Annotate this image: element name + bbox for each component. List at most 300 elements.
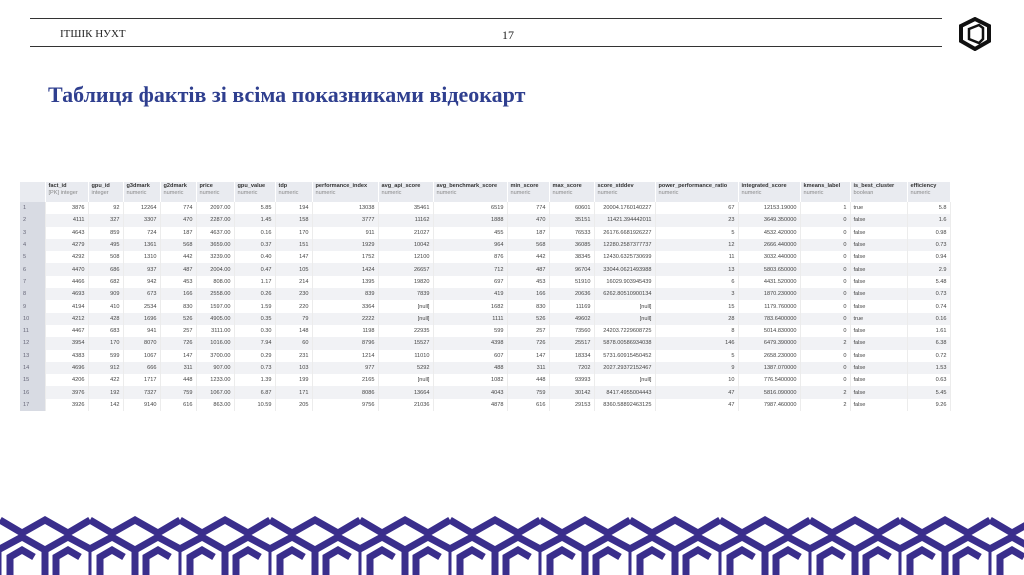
cell-tdp[interactable]: 151	[275, 239, 312, 251]
cell-g3dmark[interactable]: 1067	[123, 350, 160, 362]
cell-score-stddev[interactable]: 33044.0621493988	[594, 263, 655, 275]
cell-avg-api-score[interactable]: 15527	[378, 337, 433, 349]
column-header-avg-benchmark-score[interactable]	[433, 182, 507, 202]
column-header-gpu-value[interactable]	[234, 182, 275, 202]
cell-performance-index[interactable]: 3364	[312, 300, 378, 312]
cell-power-performance-ratio[interactable]: 11	[655, 251, 738, 263]
cell-avg-api-score[interactable]: 22935	[378, 325, 433, 337]
cell-avg-benchmark-score[interactable]: 4043	[433, 386, 507, 398]
cell-kmeans-label[interactable]: 0	[800, 374, 850, 386]
row-number[interactable]: 9	[20, 300, 45, 312]
cell-score-stddev[interactable]: 5731.60915450452	[594, 350, 655, 362]
cell-gpu-id[interactable]: 508	[88, 251, 123, 263]
cell-performance-index[interactable]: 1929	[312, 239, 378, 251]
cell-tdp[interactable]: 220	[275, 300, 312, 312]
cell-kmeans-label[interactable]: 0	[800, 263, 850, 275]
cell-gpu-value[interactable]: 5.85	[234, 202, 275, 214]
cell-is-best-cluster[interactable]: false	[850, 263, 907, 275]
cell-kmeans-label[interactable]: 0	[800, 325, 850, 337]
row-number[interactable]: 1	[20, 202, 45, 214]
cell-gpu-value[interactable]: 1.59	[234, 300, 275, 312]
cell-is-best-cluster[interactable]: true	[850, 202, 907, 214]
column-header-fact-id[interactable]	[45, 182, 88, 202]
cell-performance-index[interactable]: 8796	[312, 337, 378, 349]
cell-avg-api-score[interactable]: 7839	[378, 288, 433, 300]
cell-max-score[interactable]: 30142	[549, 386, 594, 398]
cell-max-score[interactable]: 36085	[549, 239, 594, 251]
cell-avg-api-score[interactable]: [null]	[378, 300, 433, 312]
cell-power-performance-ratio[interactable]: 47	[655, 386, 738, 398]
cell-max-score[interactable]: 96704	[549, 263, 594, 275]
cell-max-score[interactable]: 60601	[549, 202, 594, 214]
cell-performance-index[interactable]: 1424	[312, 263, 378, 275]
cell-min-score[interactable]: 147	[507, 350, 549, 362]
cell-g2dmark[interactable]: 442	[160, 251, 196, 263]
row-number[interactable]: 2	[20, 214, 45, 226]
cell-avg-api-score[interactable]: 19820	[378, 276, 433, 288]
table-row[interactable]	[20, 263, 950, 275]
row-number[interactable]: 7	[20, 276, 45, 288]
cell-performance-index[interactable]: 3777	[312, 214, 378, 226]
cell-kmeans-label[interactable]: 2	[800, 399, 850, 411]
cell-g2dmark[interactable]: 147	[160, 350, 196, 362]
cell-gpu-value[interactable]: 1.45	[234, 214, 275, 226]
cell-gpu-id[interactable]: 686	[88, 263, 123, 275]
table-row[interactable]	[20, 374, 950, 386]
cell-g2dmark[interactable]: 568	[160, 239, 196, 251]
cell-max-score[interactable]: 35151	[549, 214, 594, 226]
cell-price[interactable]: 3111.00	[196, 325, 234, 337]
cell-avg-benchmark-score[interactable]: 964	[433, 239, 507, 251]
cell-g2dmark[interactable]: 257	[160, 325, 196, 337]
cell-max-score[interactable]: 93993	[549, 374, 594, 386]
cell-avg-api-score[interactable]: [null]	[378, 374, 433, 386]
cell-score-stddev[interactable]: 16029.903945439	[594, 276, 655, 288]
cell-score-stddev[interactable]: 12280.2587377737	[594, 239, 655, 251]
cell-score-stddev[interactable]: [null]	[594, 300, 655, 312]
cell-power-performance-ratio[interactable]: 146	[655, 337, 738, 349]
cell-performance-index[interactable]: 1752	[312, 251, 378, 263]
row-number[interactable]: 12	[20, 337, 45, 349]
column-header-max-score[interactable]	[549, 182, 594, 202]
cell-integrated-score[interactable]: 4431.520000	[738, 276, 800, 288]
cell-gpu-id[interactable]: 170	[88, 337, 123, 349]
cell-score-stddev[interactable]: 6262.80510900134	[594, 288, 655, 300]
table-row[interactable]	[20, 227, 950, 239]
cell-avg-benchmark-score[interactable]: 419	[433, 288, 507, 300]
cell-integrated-score[interactable]: 4532.420000	[738, 227, 800, 239]
cell-price[interactable]: 863.00	[196, 399, 234, 411]
cell-min-score[interactable]: 166	[507, 288, 549, 300]
cell-kmeans-label[interactable]: 0	[800, 227, 850, 239]
cell-integrated-score[interactable]: 6479.390000	[738, 337, 800, 349]
cell-performance-index[interactable]: 1214	[312, 350, 378, 362]
cell-score-stddev[interactable]: 20004.1760140227	[594, 202, 655, 214]
cell-g2dmark[interactable]: 453	[160, 276, 196, 288]
cell-g3dmark[interactable]: 8070	[123, 337, 160, 349]
cell-fact-id[interactable]: 4292	[45, 251, 88, 263]
cell-power-performance-ratio[interactable]: 8	[655, 325, 738, 337]
cell-tdp[interactable]: 199	[275, 374, 312, 386]
cell-efficiency[interactable]: 5.8	[907, 202, 950, 214]
cell-efficiency[interactable]: 0.72	[907, 350, 950, 362]
cell-kmeans-label[interactable]: 0	[800, 288, 850, 300]
cell-avg-api-score[interactable]: 11010	[378, 350, 433, 362]
cell-fact-id[interactable]: 4467	[45, 325, 88, 337]
table-row[interactable]	[20, 239, 950, 251]
cell-gpu-value[interactable]: 1.39	[234, 374, 275, 386]
cell-fact-id[interactable]: 3926	[45, 399, 88, 411]
cell-g3dmark[interactable]: 941	[123, 325, 160, 337]
cell-kmeans-label[interactable]: 2	[800, 337, 850, 349]
cell-integrated-score[interactable]: 5014.830000	[738, 325, 800, 337]
table-row[interactable]	[20, 362, 950, 374]
table-row[interactable]	[20, 276, 950, 288]
cell-g3dmark[interactable]: 9140	[123, 399, 160, 411]
cell-min-score[interactable]: 311	[507, 362, 549, 374]
cell-integrated-score[interactable]: 1179.760000	[738, 300, 800, 312]
cell-performance-index[interactable]: 839	[312, 288, 378, 300]
cell-tdp[interactable]: 103	[275, 362, 312, 374]
cell-gpu-id[interactable]: 142	[88, 399, 123, 411]
cell-score-stddev[interactable]: 26176.6681926227	[594, 227, 655, 239]
cell-integrated-score[interactable]: 1870.230000	[738, 288, 800, 300]
cell-performance-index[interactable]: 2165	[312, 374, 378, 386]
cell-price[interactable]: 2558.00	[196, 288, 234, 300]
cell-is-best-cluster[interactable]: false	[850, 300, 907, 312]
cell-fact-id[interactable]: 3976	[45, 386, 88, 398]
cell-kmeans-label[interactable]: 0	[800, 350, 850, 362]
column-header-g2dmark[interactable]	[160, 182, 196, 202]
cell-integrated-score[interactable]: 2658.230000	[738, 350, 800, 362]
cell-is-best-cluster[interactable]: false	[850, 374, 907, 386]
column-header-integrated-score[interactable]	[738, 182, 800, 202]
cell-avg-api-score[interactable]: 11162	[378, 214, 433, 226]
column-header-g3dmark[interactable]	[123, 182, 160, 202]
cell-max-score[interactable]: 51910	[549, 276, 594, 288]
cell-is-best-cluster[interactable]: false	[850, 288, 907, 300]
cell-performance-index[interactable]: 911	[312, 227, 378, 239]
cell-efficiency[interactable]: 0.74	[907, 300, 950, 312]
cell-performance-index[interactable]: 13038	[312, 202, 378, 214]
row-number[interactable]: 6	[20, 263, 45, 275]
cell-performance-index[interactable]: 1198	[312, 325, 378, 337]
cell-kmeans-label[interactable]: 0	[800, 276, 850, 288]
cell-min-score[interactable]: 453	[507, 276, 549, 288]
cell-gpu-id[interactable]: 859	[88, 227, 123, 239]
column-header-avg-api-score[interactable]	[378, 182, 433, 202]
cell-tdp[interactable]: 147	[275, 251, 312, 263]
cell-tdp[interactable]: 194	[275, 202, 312, 214]
cell-avg-benchmark-score[interactable]: 488	[433, 362, 507, 374]
cell-gpu-id[interactable]: 92	[88, 202, 123, 214]
row-number[interactable]: 8	[20, 288, 45, 300]
cell-g3dmark[interactable]: 724	[123, 227, 160, 239]
cell-score-stddev[interactable]: 5878.00586934038	[594, 337, 655, 349]
cell-integrated-score[interactable]: 12153.19000	[738, 202, 800, 214]
cell-kmeans-label[interactable]: 0	[800, 239, 850, 251]
cell-score-stddev[interactable]: [null]	[594, 313, 655, 325]
cell-g3dmark[interactable]: 3307	[123, 214, 160, 226]
cell-gpu-id[interactable]: 683	[88, 325, 123, 337]
cell-kmeans-label[interactable]: 2	[800, 386, 850, 398]
cell-min-score[interactable]: 568	[507, 239, 549, 251]
cell-avg-benchmark-score[interactable]: 712	[433, 263, 507, 275]
cell-power-performance-ratio[interactable]: 6	[655, 276, 738, 288]
cell-performance-index[interactable]: 2222	[312, 313, 378, 325]
cell-min-score[interactable]: 442	[507, 251, 549, 263]
cell-gpu-id[interactable]: 327	[88, 214, 123, 226]
cell-fact-id[interactable]: 4466	[45, 276, 88, 288]
cell-avg-api-score[interactable]: 13664	[378, 386, 433, 398]
cell-efficiency[interactable]: 1.61	[907, 325, 950, 337]
cell-gpu-id[interactable]: 495	[88, 239, 123, 251]
cell-tdp[interactable]: 231	[275, 350, 312, 362]
cell-avg-benchmark-score[interactable]: 607	[433, 350, 507, 362]
cell-gpu-value[interactable]: 0.35	[234, 313, 275, 325]
cell-kmeans-label[interactable]: 0	[800, 362, 850, 374]
cell-g3dmark[interactable]: 1361	[123, 239, 160, 251]
cell-avg-benchmark-score[interactable]: 6519	[433, 202, 507, 214]
cell-g3dmark[interactable]: 1310	[123, 251, 160, 263]
cell-score-stddev[interactable]: 2027.29372152467	[594, 362, 655, 374]
table-row[interactable]	[20, 337, 950, 349]
column-header-price[interactable]	[196, 182, 234, 202]
cell-gpu-id[interactable]: 909	[88, 288, 123, 300]
cell-max-score[interactable]: 7202	[549, 362, 594, 374]
cell-power-performance-ratio[interactable]: 28	[655, 313, 738, 325]
cell-fact-id[interactable]: 4206	[45, 374, 88, 386]
cell-is-best-cluster[interactable]: false	[850, 399, 907, 411]
cell-g2dmark[interactable]: 448	[160, 374, 196, 386]
cell-score-stddev[interactable]: 11421.394442011	[594, 214, 655, 226]
cell-price[interactable]: 2097.00	[196, 202, 234, 214]
cell-integrated-score[interactable]: 3649.350000	[738, 214, 800, 226]
cell-price[interactable]: 808.00	[196, 276, 234, 288]
cell-power-performance-ratio[interactable]: 3	[655, 288, 738, 300]
cell-min-score[interactable]: 448	[507, 374, 549, 386]
cell-fact-id[interactable]: 4693	[45, 288, 88, 300]
cell-efficiency[interactable]: 1.53	[907, 362, 950, 374]
cell-avg-api-score[interactable]: 10042	[378, 239, 433, 251]
column-header-gpu-id[interactable]	[88, 182, 123, 202]
cell-tdp[interactable]: 148	[275, 325, 312, 337]
cell-g3dmark[interactable]: 1696	[123, 313, 160, 325]
cell-power-performance-ratio[interactable]: 13	[655, 263, 738, 275]
cell-min-score[interactable]: 187	[507, 227, 549, 239]
cell-integrated-score[interactable]: 776.5400000	[738, 374, 800, 386]
cell-gpu-value[interactable]: 0.40	[234, 251, 275, 263]
cell-g2dmark[interactable]: 830	[160, 300, 196, 312]
cell-efficiency[interactable]: 2.9	[907, 263, 950, 275]
column-header-score-stddev[interactable]	[594, 182, 655, 202]
cell-g3dmark[interactable]: 2534	[123, 300, 160, 312]
cell-g3dmark[interactable]: 942	[123, 276, 160, 288]
cell-efficiency[interactable]: 0.63	[907, 374, 950, 386]
cell-min-score[interactable]: 616	[507, 399, 549, 411]
cell-power-performance-ratio[interactable]: 67	[655, 202, 738, 214]
column-header-kmeans-label[interactable]	[800, 182, 850, 202]
cell-fact-id[interactable]: 4212	[45, 313, 88, 325]
cell-gpu-id[interactable]: 428	[88, 313, 123, 325]
row-number[interactable]: 3	[20, 227, 45, 239]
cell-gpu-value[interactable]: 0.30	[234, 325, 275, 337]
cell-min-score[interactable]: 759	[507, 386, 549, 398]
cell-price[interactable]: 2287.00	[196, 214, 234, 226]
row-number[interactable]: 10	[20, 313, 45, 325]
cell-performance-index[interactable]: 1395	[312, 276, 378, 288]
cell-score-stddev[interactable]: 8360.58892463125	[594, 399, 655, 411]
column-header-performance-index[interactable]	[312, 182, 378, 202]
row-number[interactable]: 14	[20, 362, 45, 374]
cell-power-performance-ratio[interactable]: 5	[655, 227, 738, 239]
cell-power-performance-ratio[interactable]: 10	[655, 374, 738, 386]
cell-avg-api-score[interactable]: 5292	[378, 362, 433, 374]
cell-avg-benchmark-score[interactable]: 1111	[433, 313, 507, 325]
table-row[interactable]	[20, 202, 950, 214]
cell-performance-index[interactable]: 977	[312, 362, 378, 374]
cell-g3dmark[interactable]: 937	[123, 263, 160, 275]
cell-gpu-value[interactable]: 0.47	[234, 263, 275, 275]
cell-fact-id[interactable]: 4111	[45, 214, 88, 226]
row-number[interactable]: 17	[20, 399, 45, 411]
cell-kmeans-label[interactable]: 1	[800, 202, 850, 214]
cell-tdp[interactable]: 60	[275, 337, 312, 349]
cell-efficiency[interactable]: 6.38	[907, 337, 950, 349]
cell-tdp[interactable]: 170	[275, 227, 312, 239]
cell-is-best-cluster[interactable]: false	[850, 227, 907, 239]
cell-fact-id[interactable]: 4194	[45, 300, 88, 312]
cell-min-score[interactable]: 470	[507, 214, 549, 226]
cell-price[interactable]: 4637.00	[196, 227, 234, 239]
cell-power-performance-ratio[interactable]: 47	[655, 399, 738, 411]
cell-min-score[interactable]: 487	[507, 263, 549, 275]
cell-g2dmark[interactable]: 470	[160, 214, 196, 226]
cell-min-score[interactable]: 526	[507, 313, 549, 325]
column-header-tdp[interactable]	[275, 182, 312, 202]
table-row[interactable]	[20, 288, 950, 300]
cell-efficiency[interactable]: 5.45	[907, 386, 950, 398]
cell-power-performance-ratio[interactable]: 15	[655, 300, 738, 312]
cell-is-best-cluster[interactable]: false	[850, 325, 907, 337]
cell-g2dmark[interactable]: 774	[160, 202, 196, 214]
cell-efficiency[interactable]: 0.98	[907, 227, 950, 239]
cell-price[interactable]: 1597.00	[196, 300, 234, 312]
cell-price[interactable]: 3700.00	[196, 350, 234, 362]
cell-efficiency[interactable]: 0.16	[907, 313, 950, 325]
cell-fact-id[interactable]: 3876	[45, 202, 88, 214]
row-number[interactable]: 4	[20, 239, 45, 251]
cell-is-best-cluster[interactable]: false	[850, 386, 907, 398]
cell-gpu-id[interactable]: 192	[88, 386, 123, 398]
cell-power-performance-ratio[interactable]: 9	[655, 362, 738, 374]
cell-score-stddev[interactable]: 8417.4955004443	[594, 386, 655, 398]
cell-performance-index[interactable]: 8086	[312, 386, 378, 398]
cell-avg-api-score[interactable]: 12100	[378, 251, 433, 263]
row-number[interactable]: 5	[20, 251, 45, 263]
cell-fact-id[interactable]: 4470	[45, 263, 88, 275]
cell-price[interactable]: 2004.00	[196, 263, 234, 275]
cell-kmeans-label[interactable]: 0	[800, 313, 850, 325]
cell-gpu-id[interactable]: 422	[88, 374, 123, 386]
cell-is-best-cluster[interactable]: false	[850, 362, 907, 374]
cell-price[interactable]: 3239.00	[196, 251, 234, 263]
cell-g3dmark[interactable]: 12264	[123, 202, 160, 214]
cell-score-stddev[interactable]: 24203.7229608725	[594, 325, 655, 337]
cell-tdp[interactable]: 205	[275, 399, 312, 411]
cell-power-performance-ratio[interactable]: 23	[655, 214, 738, 226]
cell-gpu-value[interactable]: 1.17	[234, 276, 275, 288]
cell-integrated-score[interactable]: 7987.460000	[738, 399, 800, 411]
cell-gpu-value[interactable]: 7.94	[234, 337, 275, 349]
cell-tdp[interactable]: 79	[275, 313, 312, 325]
table-row[interactable]	[20, 300, 950, 312]
cell-gpu-value[interactable]: 0.26	[234, 288, 275, 300]
cell-max-score[interactable]: 29153	[549, 399, 594, 411]
cell-g2dmark[interactable]: 487	[160, 263, 196, 275]
cell-price[interactable]: 1233.00	[196, 374, 234, 386]
cell-gpu-id[interactable]: 599	[88, 350, 123, 362]
cell-is-best-cluster[interactable]: false	[850, 276, 907, 288]
column-header-min-score[interactable]	[507, 182, 549, 202]
cell-tdp[interactable]: 214	[275, 276, 312, 288]
cell-gpu-value[interactable]: 0.16	[234, 227, 275, 239]
cell-integrated-score[interactable]: 783.6400000	[738, 313, 800, 325]
cell-fact-id[interactable]: 3954	[45, 337, 88, 349]
cell-kmeans-label[interactable]: 0	[800, 251, 850, 263]
cell-avg-benchmark-score[interactable]: 4878	[433, 399, 507, 411]
cell-integrated-score[interactable]: 5816.090000	[738, 386, 800, 398]
cell-price[interactable]: 1067.00	[196, 386, 234, 398]
cell-is-best-cluster[interactable]: false	[850, 239, 907, 251]
cell-gpu-id[interactable]: 682	[88, 276, 123, 288]
cell-avg-benchmark-score[interactable]: 1888	[433, 214, 507, 226]
cell-efficiency[interactable]: 1.6	[907, 214, 950, 226]
cell-score-stddev[interactable]: [null]	[594, 374, 655, 386]
cell-avg-benchmark-score[interactable]: 455	[433, 227, 507, 239]
cell-price[interactable]: 4905.00	[196, 313, 234, 325]
cell-g3dmark[interactable]: 1717	[123, 374, 160, 386]
row-number[interactable]: 15	[20, 374, 45, 386]
cell-integrated-score[interactable]: 3032.440000	[738, 251, 800, 263]
column-header-is-best-cluster[interactable]	[850, 182, 907, 202]
cell-is-best-cluster[interactable]: false	[850, 214, 907, 226]
table-row[interactable]	[20, 325, 950, 337]
cell-max-score[interactable]: 76533	[549, 227, 594, 239]
row-number[interactable]: 11	[20, 325, 45, 337]
cell-power-performance-ratio[interactable]: 5	[655, 350, 738, 362]
table-row[interactable]	[20, 386, 950, 398]
cell-price[interactable]: 1016.00	[196, 337, 234, 349]
table-row[interactable]	[20, 399, 950, 411]
table-row[interactable]	[20, 214, 950, 226]
cell-g3dmark[interactable]: 673	[123, 288, 160, 300]
cell-g2dmark[interactable]: 311	[160, 362, 196, 374]
cell-efficiency[interactable]: 0.94	[907, 251, 950, 263]
cell-gpu-value[interactable]: 0.73	[234, 362, 275, 374]
table-row[interactable]	[20, 313, 950, 325]
cell-tdp[interactable]: 230	[275, 288, 312, 300]
cell-g2dmark[interactable]: 187	[160, 227, 196, 239]
cell-integrated-score[interactable]: 1387.070000	[738, 362, 800, 374]
cell-min-score[interactable]: 830	[507, 300, 549, 312]
cell-g2dmark[interactable]: 759	[160, 386, 196, 398]
cell-is-best-cluster[interactable]: false	[850, 337, 907, 349]
cell-fact-id[interactable]: 4383	[45, 350, 88, 362]
cell-avg-api-score[interactable]: 35461	[378, 202, 433, 214]
cell-max-score[interactable]: 20636	[549, 288, 594, 300]
cell-integrated-score[interactable]: 5803.650000	[738, 263, 800, 275]
